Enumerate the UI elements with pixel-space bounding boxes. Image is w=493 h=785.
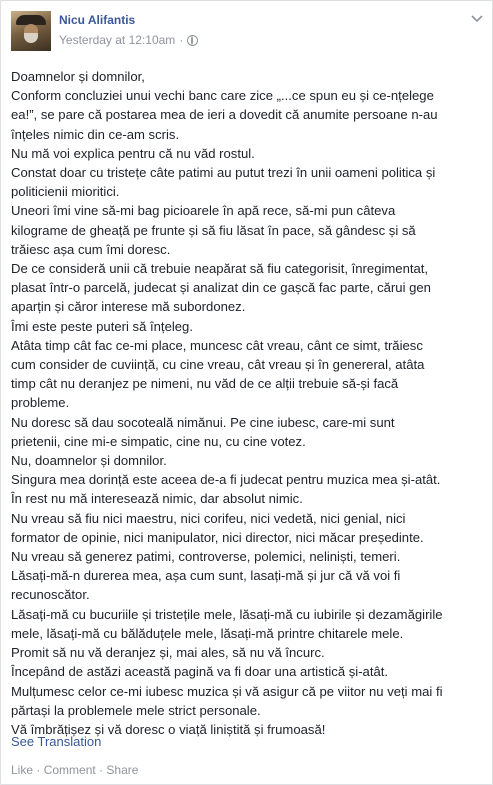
post-text-line: mele, lăsați-mă cu bălăduțele mele, lăsați-mă printre chitarele mele.: [11, 625, 404, 641]
post-text-line: prietenii, cine mi-e simpatic, cine nu, cu cine votez.: [11, 433, 306, 449]
post-text-line: Singura mea dorință este aceea de-a fi judecat pentru muzica mea și-atât.: [11, 472, 441, 488]
post-text-line: kilograme de gheață pe frunte și să fiu lăsat în pace, să gândesc și să: [11, 222, 416, 238]
see-translation-link[interactable]: See Translation: [11, 734, 102, 749]
post-text-line: Mulțumesc celor ce-mi iubesc muzica și vă asigur că pe viitor nu veți mai fi: [11, 683, 443, 699]
comment-link[interactable]: Comment: [43, 763, 96, 777]
post-text-line: formator de opinie, nici manipulator, nici director, nici măcar președinte.: [11, 529, 424, 545]
globe-icon[interactable]: [187, 35, 198, 46]
post-actions: [11, 763, 138, 777]
post-body: [11, 67, 483, 739]
post-text-line: Conform concluziei unui vechi banc care zice „...ce spun eu și ce-nțelege: [11, 88, 434, 104]
post-text-line: Uneori îmi vine să-mi bag picioarele în apă rece, să-mi pun câteva: [11, 203, 396, 219]
avatar-beard: [24, 33, 38, 43]
post-text-line: trăiesc așa cum îmi doresc.: [11, 241, 171, 257]
timestamp[interactable]: Yesterday at 12:10am: [59, 33, 176, 47]
post-text-line: Atâta timp cât fac ce-mi place, muncesc cât vreau, cânt ce simt, trăiesc: [11, 337, 423, 353]
post-text-line: De ce consideră unii că trebuie neapărat să fiu categorisit, înregimentat,: [11, 261, 429, 277]
post-text-line: înțeles nimic din ce-am scris.: [11, 126, 180, 142]
post-text-line: timp cât nu deranjez pe nimeni, nu văd de ce alții trebuie să-și facă: [11, 376, 399, 392]
post-text-line: Vă îmbrățișez și vă doresc o viață liniștită și frumoasă!: [11, 721, 326, 737]
post-text-line: Lăsați-mă cu bucuriile și tristețile mele, lăsați-mă cu iubirile și dezamăgirile: [11, 606, 443, 622]
post-text-line: recunoscător.: [11, 587, 90, 603]
chevron-down-icon[interactable]: [471, 15, 483, 23]
post-text-line: Nu mă voi explica pentru că nu văd rostul.: [11, 145, 255, 161]
post-text-line: Doamnelor și domnilor,: [11, 69, 145, 84]
action-separator: ·: [36, 763, 44, 777]
post-text-line: Lăsați-mă-n durerea mea, așa cum sunt, lasați-mă și jur că vă voi fi: [11, 568, 401, 584]
action-separator: ·: [99, 763, 107, 777]
author-name[interactable]: Nicu Alifantis: [59, 13, 136, 27]
post-text-line: Nu vreau să generez patimi, controverse, polemici, neliniști, temeri.: [11, 549, 401, 565]
post-text-line: plasat într-o parcelă, judecat și analizat din ce gașcă fac parte, cărui gen: [11, 280, 431, 296]
post-meta: [59, 33, 198, 47]
post-text-line: Constat doar cu tristețe câte patimi au putut trezi în unii oameni politica și: [11, 165, 436, 181]
post-text-line: Nu doresc să dau socoteală nimănui. Pe cine iubesc, care-mi sunt: [11, 414, 395, 430]
post-text-line: ea!”, se pare că postarea mea de ieri a dovedit că anumite persoane n-au: [11, 107, 438, 123]
post-text-line: politicienii mioritici.: [11, 184, 120, 200]
avatar[interactable]: [11, 11, 51, 51]
post-text-line: Îmi este peste puteri să înțeleg.: [11, 318, 193, 334]
post-text-line: părtași la problemele mele strict personale.: [11, 702, 261, 718]
post-text-line: În rest nu mă interesează nimic, dar absolut nimic.: [11, 491, 303, 507]
post-text-line: Începând de astăzi această pagină va fi doar una artistică și-atât.: [11, 664, 389, 680]
share-link[interactable]: Share: [106, 763, 139, 777]
post-text-line: probleme.: [11, 395, 70, 411]
post-text-line: Nu, doamnelor și domnilor.: [11, 453, 167, 469]
meta-separator: ·: [179, 33, 184, 47]
post-text-line: aparțin și căror interese mă subordonez.: [11, 299, 246, 315]
post-text-line: cum consider de cuviință, cu cine vreau, cât vreau și în genereral, atâta: [11, 357, 425, 373]
like-link[interactable]: Like: [11, 763, 34, 777]
post-text-line: Promit să nu vă deranjez și, mai ales, să nu vă încurc.: [11, 645, 325, 661]
post-text-line: Nu vreau să fiu nici maestru, nici corifeu, nici vedetă, nici genial, nici: [11, 510, 406, 526]
